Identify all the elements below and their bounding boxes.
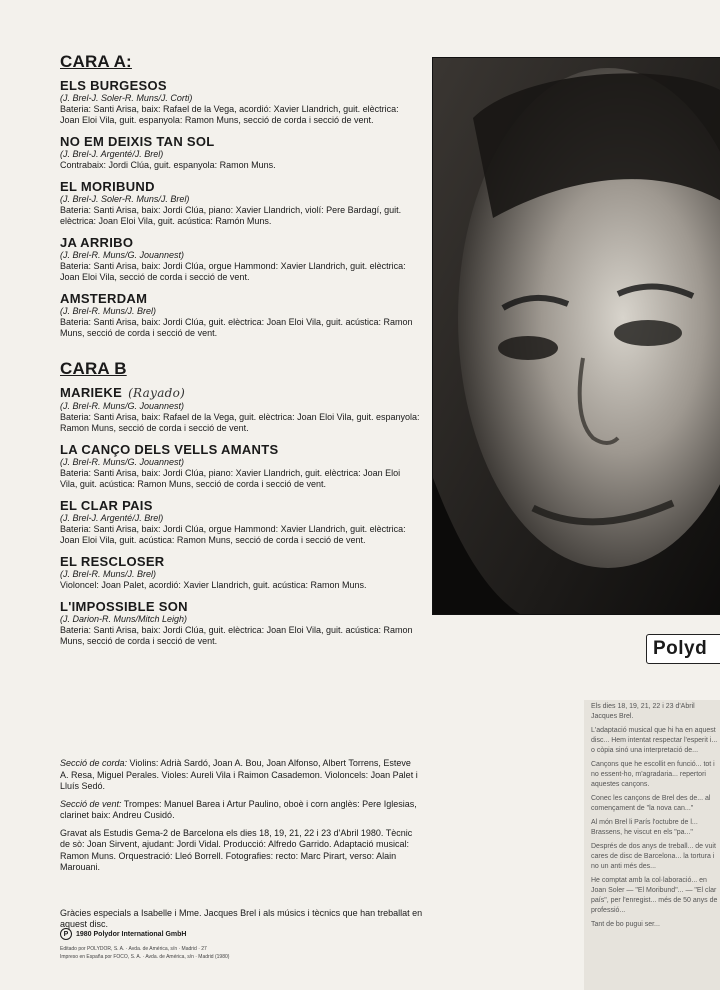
winds-text: Trompes: Manuel Barea i Artur Paulino, oboè i corn anglès: Pere Iglesias, clarinet baix: Andreu Cusidó. [60, 798, 417, 820]
track-musicians: Bateria: Santi Arisa, baix: Rafael de la Vega, guit. elèctrica: Joan Eloi Vila, guit. espanyola: Ramon Muns, secció de corda i secció de vent. [60, 412, 420, 433]
handwritten-annotation: (Rayado) [128, 386, 186, 400]
liner-paragraph: Cançons que he escollit en funció... tot i no essent-ho, m'agradaria... repertori aquestes cançons. [591, 761, 715, 788]
side-heading: CARA A: [60, 52, 132, 71]
artist-photo [432, 57, 720, 615]
liner-paragraph: Els dies 18, 19, 21, 22 i 23 d'Abril Jacques Brel. [591, 703, 695, 720]
track-musicians: Bateria: Santi Arisa, baix: Jordi Clúa, orgue Hammond: Xavier Llandrich, guit. elèctrica: Joan Eloi Vila, secció de corda i secció de vent. [60, 261, 406, 282]
track-credit: (J. Brel-R. Muns/G. Jouannest) [60, 457, 185, 467]
track [60, 179, 420, 227]
track-title: EL MORIBUND [60, 179, 155, 194]
track-credit: (J. Brel-J. Soler-R. Muns/J. Corti) [60, 93, 193, 103]
track-title: AMSTERDAM [60, 291, 148, 306]
portrait-image [433, 58, 720, 615]
strings-text: Violins: Adrià Sardó, Joan A. Bou, Joan Alfonso, Albert Torrens, Esteve A. Resa, Miguel Perales. Violes: Aureli Vila i Raimon Casademon. Violoncels: Joan Palet i Lluís Sedó. [60, 758, 418, 791]
track [60, 134, 420, 171]
track-musicians: Bateria: Santi Arisa, baix: Rafael de la Vega, acordió: Xavier Llandrich, guit. elèctrica: Joan Eloi Vila, guit. espanyola: Ramon Muns, secció de corda i secció de vent. [60, 104, 399, 125]
track-musicians: Bateria: Santi Arisa, baix: Jordi Clúa, guit. elèctrica: Joan Eloi Vila, guit. acústica: Ramon Muns, secció de corda i secció de vent. [60, 317, 413, 338]
track-musicians: Bateria: Santi Arisa, baix: Jordi Clúa, guit. elèctrica: Joan Eloi Vila, guit. acústica: Ramon Muns, secció de corda i secció de vent. [60, 625, 413, 646]
side-a [60, 52, 420, 339]
track-musicians: Bateria: Santi Arisa, baix: Jordi Clúa, piano: Xavier Llandrich, guit. elèctrica: Joan Eloi Vila, guit. acústica: Ramon Muns, secció de corda i secció de vent. [60, 468, 401, 489]
liner-paragraph: He comptat amb la col·laboració... en Joan Soler — "El Moribund"... — "El clar país", per l'enregist... més de 50 anys de professió... [591, 877, 718, 914]
track [60, 385, 420, 434]
liner-paragraph: Conec les cançons de Brel des de... al començament de "la nova can..." [591, 795, 711, 812]
logo-text: Polyd [653, 638, 708, 659]
track [60, 498, 420, 546]
track-credit: (J. Brel-R. Muns/J. Brel) [60, 569, 157, 579]
track [60, 554, 420, 591]
liner-paragraph: L'adaptació musical que hi ha en aquest disc... Hem intentat respectar l'esperit i... o còpia sinó una interpretació de... [591, 727, 718, 754]
track-credit: (J. Brel-J. Argenté/J. Brel) [60, 513, 164, 523]
track-credit: (J. Brel-J. Soler-R. Muns/J. Brel) [60, 194, 190, 204]
track-credit: (J. Brel-J. Argenté/J. Brel) [60, 149, 164, 159]
track-musicians: Violoncel: Joan Palet, acordió: Xavier Llandrich, guit. acústica: Ramon Muns. [60, 580, 367, 590]
strings-label: Secció de corda: [60, 758, 128, 768]
track-title: ELS BURGESOS [60, 78, 167, 93]
track [60, 442, 420, 490]
track-title: EL RESCLOSER [60, 554, 165, 569]
track-title: L'IMPOSSIBLE SON [60, 599, 188, 614]
fine-print [60, 945, 229, 961]
tracklist [60, 52, 420, 655]
fine-print-line: Editado por POLYDOR, S. A. · Avda. de América, s/n · Madrid · 27 [60, 946, 207, 952]
track-title: NO EM DEIXIS TAN SOL [60, 134, 215, 149]
liner-notes-column [591, 702, 720, 990]
track-title: EL CLAR PAIS [60, 498, 153, 513]
production-notes [60, 758, 420, 880]
track [60, 291, 420, 339]
winds-note [60, 799, 420, 822]
track-credit: (J. Darion-R. Muns/Mitch Leigh) [60, 614, 188, 624]
side-spacer [60, 347, 420, 359]
track-title: LA CANÇO DELS VELLS AMANTS [60, 442, 279, 457]
track-musicians: Bateria: Santi Arisa, baix: Jordi Clúa, orgue Hammond: Xavier Llandrich, guit. elèctrica: Joan Eloi Vila, guit. acústica: Ramon Muns, secció de corda i secció de vent. [60, 524, 406, 545]
fine-print-line: Impreso en España por FOCO, S. A. · Avda. de América, s/n · Madrid (1980) [60, 954, 230, 960]
strings-note [60, 758, 420, 793]
liner-paragraph: Al món Brel li París l'octubre de l... Brassens, he viscut en els "pa..." [591, 819, 698, 836]
track [60, 78, 420, 126]
liner-paragraph: Després de dos anys de treball... de vuit cares de disc de Barcelona... la tortura i no un anti més des... [591, 843, 716, 870]
copyright-text: 1980 Polydor International GmbH [76, 930, 187, 938]
track-credit: (J. Brel-R. Muns/J. Brel) [60, 306, 157, 316]
polydor-logo [646, 634, 720, 664]
copyright [60, 928, 186, 940]
winds-label: Secció de vent: [60, 798, 122, 809]
track-title: MARIEKE [60, 385, 123, 400]
recording-note: Gravat als Estudis Gema-2 de Barcelona els dies 18, 19, 21, 22 i 23 d'Abril 1980. Tècnic de sò: Joan Sirvent, ajudant: Jordi Vidal. Producció: Alfredo Garrido. Adaptació musical: Ramon Muns. Orquestració: Lleó Borrell. Fotografies: recto: Marc Pirart, verso: Alain Marouani. [60, 827, 413, 872]
track [60, 599, 420, 647]
phonogram-icon: P [60, 928, 72, 940]
track-title: JA ARRIBO [60, 235, 134, 250]
track [60, 235, 420, 283]
track-musicians: Contrabaix: Jordi Clúa, guit. espanyola: Ramon Muns. [60, 160, 276, 170]
liner-paragraph: Tant de bo pugui ser... [591, 921, 660, 928]
side-b [60, 359, 420, 647]
track-credit: (J. Brel-R. Muns/G. Jouannest) [60, 401, 185, 411]
track-musicians: Bateria: Santi Arisa, baix: Jordi Clúa, piano: Xavier Llandrich, violí: Pere Bardagí, guit. elèctrica: Joan Eloi Vila, guit. acústica: Ramón Muns. [60, 205, 402, 226]
track-credit: (J. Brel-R. Muns/G. Jouannest) [60, 250, 185, 260]
track-title-row [60, 385, 420, 401]
thanks-note: Gràcies especials a Isabelle i Mme. Jacques Brel i als músics i tècnics que han treballat en aquest disc. [60, 908, 423, 929]
side-heading: CARA B [60, 359, 127, 378]
